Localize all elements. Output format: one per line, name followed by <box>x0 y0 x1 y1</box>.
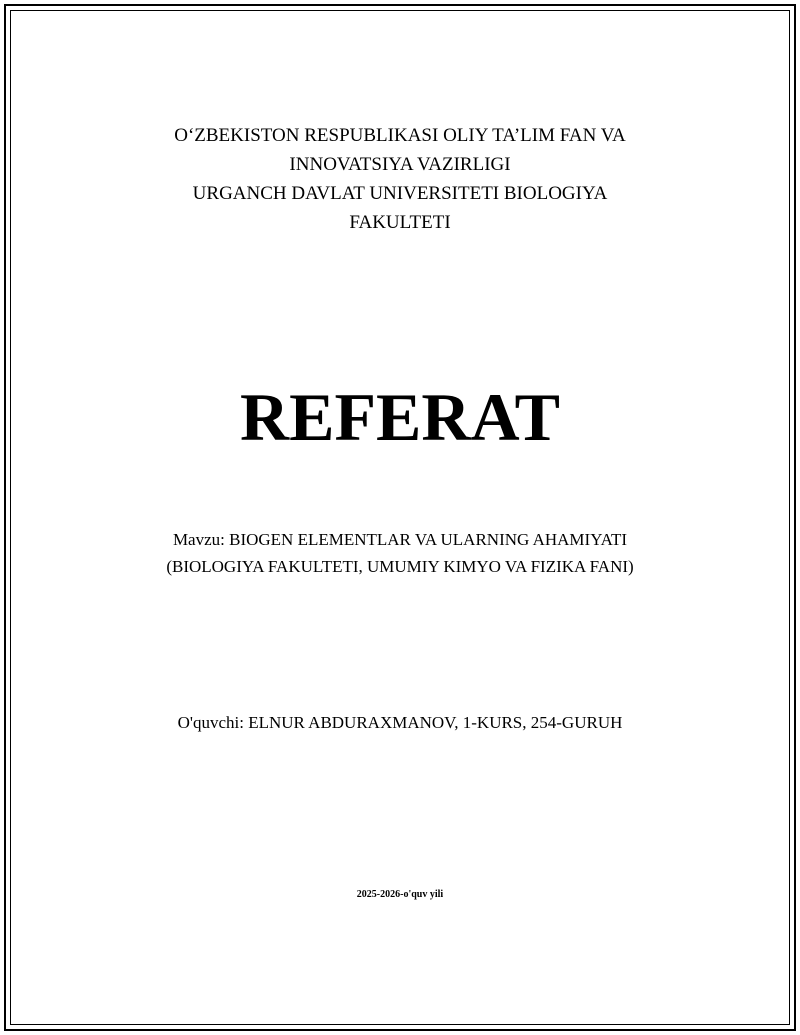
header-line-faculty: FAKULTETI <box>349 212 451 233</box>
header-line-ministry-2: INNOVATSIYA VAZIRLIGI <box>289 154 511 175</box>
topic-section <box>0 526 800 580</box>
header-line-university: URGANCH DAVLAT UNIVERSITETI BIOLOGIYA <box>192 183 608 204</box>
academic-year: 2025-2026-o'quv yili <box>356 889 444 900</box>
document-title: REFERAT <box>240 379 560 455</box>
header-line-ministry-1: O‘ZBEKISTON RESPUBLIKASI OLIY TA’LIM FAN VA <box>174 125 626 146</box>
student-info: O'quvchi: ELNUR ABDURAXMANOV, 1-KURS, 254-GURUH <box>177 713 623 732</box>
topic-line-1: Mavzu: BIOGEN ELEMENTLAR VA ULARNING AHAMIYATI <box>172 530 628 549</box>
topic-line-2: (BIOLOGIYA FAKULTETI, UMUMIY KIMYO VA FIZIKA FANI) <box>166 557 634 576</box>
institution-header <box>0 121 800 237</box>
